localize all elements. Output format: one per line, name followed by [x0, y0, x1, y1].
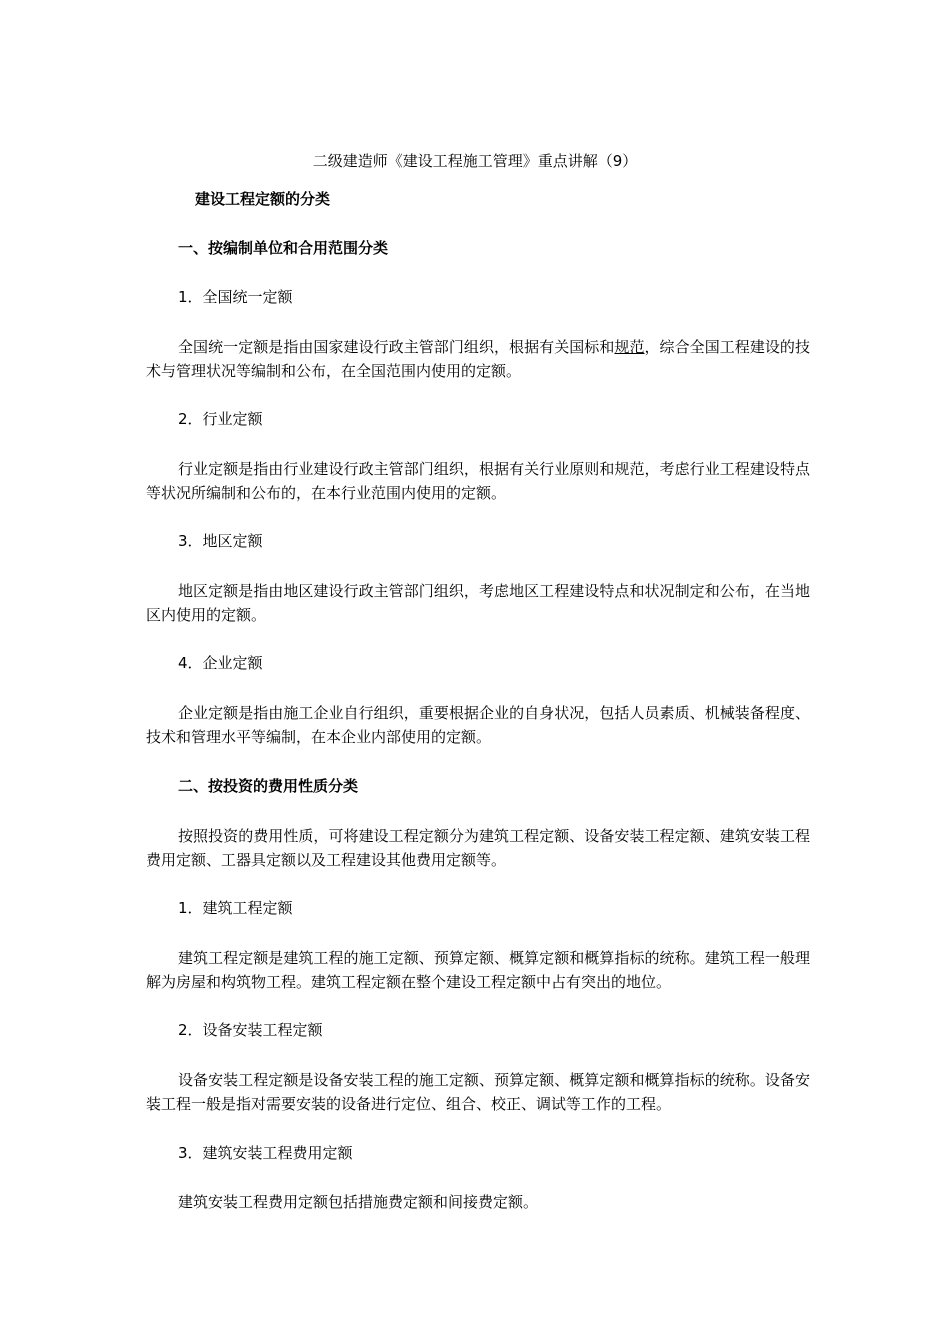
section1-item4-title: 4．企业定额	[178, 654, 263, 672]
section2-item3-paragraph: 建筑安装工程费用定额包括措施费定额和间接费定额。	[178, 1193, 539, 1211]
section1-item1-title: 1．全国统一定额	[178, 288, 293, 306]
section2-item3-title: 3．建筑安装工程费用定额	[178, 1144, 353, 1162]
standards-link[interactable]: 规范	[614, 338, 645, 356]
section1-item1-text-before: 全国统一定额是指由国家建设行政主管部门组织，根据有关国标和	[178, 338, 615, 356]
document-title: 二级建造师《建设工程施工管理》重点讲解（9）	[312, 152, 638, 170]
section1-item2-paragraph: 行业定额是指由行业建设行政主管部门组织，根据有关行业原则和规范，考虑行业工程建设特点等状况所编制和公布的，在本行业范围内使用的定额。	[146, 460, 810, 502]
section1-item2-title: 2．行业定额	[178, 410, 263, 428]
section1-item1-paragraph	[146, 335, 810, 383]
section2-item2-paragraph: 设备安装工程定额是设备安装工程的施工定额、预算定额、概算定额和概算指标的统称。设备安装工程一般是指对需要安装的设备进行定位、组合、校正、调试等工作的工程。	[146, 1071, 810, 1113]
section2-item2-title: 2．设备安装工程定额	[178, 1021, 323, 1039]
section1-item4-paragraph: 企业定额是指由施工企业自行组织，重要根据企业的自身状况，包括人员素质、机械装备程度、技术和管理水平等编制，在本企业内部使用的定额。	[146, 704, 810, 746]
section1-item1-text-after: ，综合全国工程建设的技术与管理状况等编制和公布，在全国范围内使用的定额。	[146, 338, 810, 380]
section2-heading: 二、按投资的费用性质分类	[178, 777, 359, 795]
section1-item3-title: 3．地区定额	[178, 532, 263, 550]
section1-item3-paragraph: 地区定额是指由地区建设行政主管部门组织，考虑地区工程建设特点和状况制定和公布，在当地区内使用的定额。	[146, 582, 810, 624]
section2-intro-paragraph: 按照投资的费用性质，可将建设工程定额分为建筑工程定额、设备安装工程定额、建筑安装工程费用定额、工器具定额以及工程建设其他费用定额等。	[146, 827, 810, 869]
main-heading: 建设工程定额的分类	[195, 190, 331, 208]
section1-heading: 一、按编制单位和合用范围分类	[178, 239, 389, 257]
section2-item1-paragraph: 建筑工程定额是建筑工程的施工定额、预算定额、概算定额和概算指标的统称。建筑工程一般理解为房屋和构筑物工程。建筑工程定额在整个建设工程定额中占有突出的地位。	[146, 949, 810, 991]
section2-item1-title: 1．建筑工程定额	[178, 899, 293, 917]
